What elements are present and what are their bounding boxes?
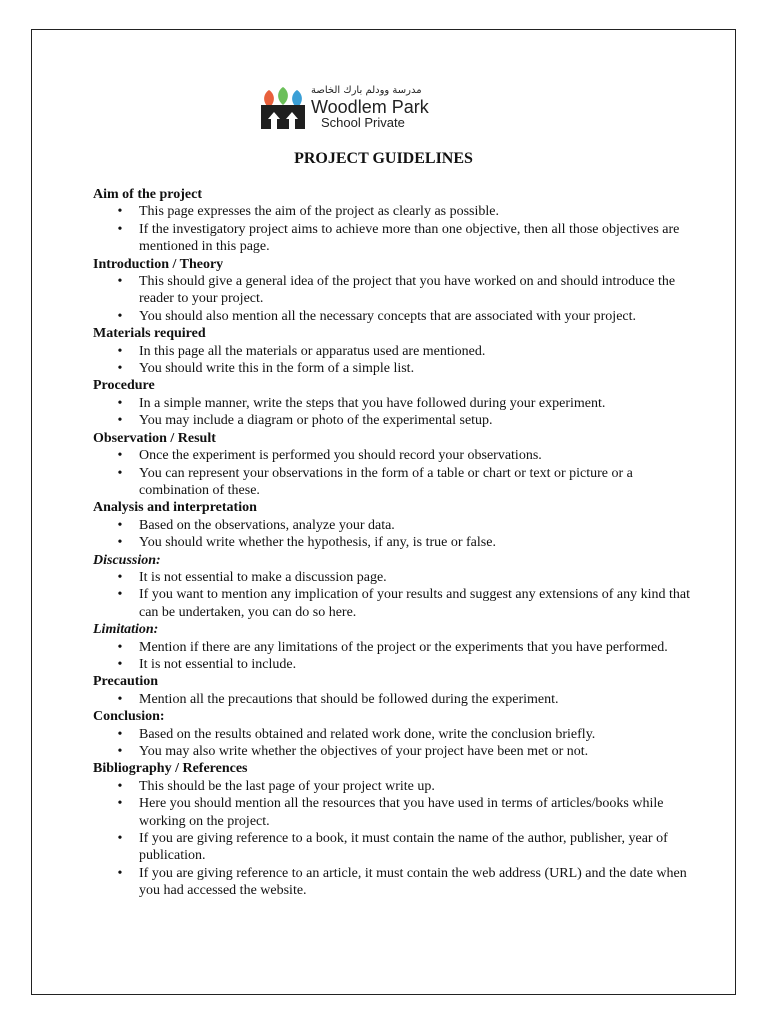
school-logo [259, 85, 444, 131]
list-item-text: You should write whether the hypothesis, if any, is true or false. [139, 535, 496, 551]
section-heading: Aim of the project [93, 187, 202, 202]
logo-arabic-text: مدرسة وودلم بارك الخاصة [311, 85, 422, 96]
bullet-icon: • [117, 517, 123, 533]
document-page [31, 29, 736, 995]
list-item [93, 203, 693, 220]
section-heading: Limitation: [93, 622, 159, 638]
section-heading: Discussion: [93, 552, 161, 568]
list-item-text: If you are giving reference to a book, it must contain the name of the author, publisher, year of publication. [139, 831, 668, 864]
list-item [93, 691, 693, 708]
list-item [93, 830, 693, 865]
bullet-list [93, 395, 693, 430]
bullet-icon: • [117, 831, 123, 847]
list-item-text: This page expresses the aim of the project as clearly as possible. [139, 204, 499, 220]
bullet-list [93, 203, 693, 255]
list-item-text: You should also mention all the necessary concepts that are associated with your project. [139, 308, 637, 324]
bullet-icon: • [117, 865, 123, 881]
list-item-text: Once the experiment is performed you should record your observations. [139, 448, 542, 464]
bullet-icon: • [117, 691, 123, 707]
list-item [93, 517, 693, 534]
bullet-icon: • [117, 465, 123, 481]
bullet-list [93, 691, 693, 708]
bullet-list [93, 517, 693, 552]
bullet-icon: • [117, 639, 123, 655]
list-item [93, 656, 693, 673]
bullet-icon: • [117, 587, 123, 603]
list-item [93, 447, 693, 464]
bullet-list [93, 569, 693, 621]
page-title: PROJECT GUIDELINES [294, 150, 473, 167]
section-heading: Introduction / Theory [93, 256, 224, 272]
section-heading: Procedure [93, 378, 155, 394]
bullet-icon: • [117, 656, 123, 672]
bullet-icon: • [117, 343, 123, 359]
bullet-list [93, 726, 693, 761]
guidelines-content [93, 186, 693, 900]
list-item-text: Mention all the precautions that should be followed during the experiment. [139, 691, 559, 707]
list-item [93, 273, 693, 308]
school-logo-icon [259, 85, 307, 131]
bullet-icon: • [117, 361, 123, 377]
bullet-list [93, 447, 693, 499]
list-item [93, 395, 693, 412]
list-item [93, 465, 693, 500]
list-item [93, 726, 693, 743]
list-item [93, 743, 693, 760]
bullet-icon: • [117, 274, 123, 290]
list-item-text: This should give a general idea of the project that you have worked on and should introduce the reader to your project. [139, 274, 676, 307]
list-item-text: Based on the observations, analyze your data. [139, 517, 395, 533]
list-item [93, 360, 693, 377]
list-item [93, 412, 693, 429]
bullet-icon: • [117, 744, 123, 759]
section-heading: Analysis and interpretation [93, 500, 257, 516]
list-item-text: You may also write whether the objectives of your project have been met or not. [139, 744, 589, 759]
list-item-text: This should be the last page of your project write up. [139, 778, 435, 794]
logo-school-subtitle: School Private [321, 115, 405, 130]
section-heading: Bibliography / References [93, 761, 248, 777]
bullet-list [93, 273, 693, 325]
bullet-icon: • [117, 413, 123, 429]
section-heading: Materials required [93, 326, 206, 342]
list-item-text: Based on the results obtained and related work done, write the conclusion briefly. [139, 726, 596, 742]
list-item-text: You may include a diagram or photo of the experimental setup. [139, 413, 493, 429]
section-heading: Precaution [93, 674, 159, 690]
list-item [93, 639, 693, 656]
section-heading: Observation / Result [93, 430, 216, 446]
list-item-text: Here you should mention all the resources that you have used in terms of articles/books while working on the project. [139, 796, 664, 829]
bullet-icon: • [117, 204, 123, 220]
bullet-icon: • [117, 726, 123, 742]
list-item-text: If you are giving reference to an article, it must contain the web address (URL) and the date when you had accessed the website. [139, 865, 687, 899]
list-item [93, 534, 693, 551]
bullet-icon: • [117, 395, 123, 411]
list-item [93, 569, 693, 586]
bullet-list [93, 343, 693, 378]
list-item-text: It is not essential to make a discussion page. [139, 569, 387, 585]
list-item-text: If the investigatory project aims to achieve more than one objective, then all those objectives are mentioned in this page. [139, 221, 680, 255]
logo-school-name: Woodlem Park [311, 97, 429, 117]
bullet-icon: • [117, 448, 123, 464]
bullet-list [93, 639, 693, 674]
list-item-text: In this page all the materials or apparatus used are mentioned. [139, 343, 486, 359]
bullet-icon: • [117, 778, 123, 794]
bullet-icon: • [117, 221, 123, 237]
list-item-text: You can represent your observations in the form of a table or chart or text or picture or a combination of these. [139, 465, 633, 498]
list-item-text: It is not essential to include. [139, 656, 297, 672]
list-item-text: If you want to mention any implication of your results and suggest any extensions of any kind that can be undertaken, you can do so here. [139, 587, 690, 620]
section-heading: Conclusion: [93, 709, 165, 725]
list-item-text: You should write this in the form of a simple list. [139, 361, 415, 377]
list-item [93, 795, 693, 830]
bullet-icon: • [117, 796, 123, 812]
list-item [93, 865, 693, 900]
bullet-list [93, 778, 693, 900]
bullet-icon: • [117, 308, 123, 324]
list-item [93, 778, 693, 795]
list-item [93, 586, 693, 621]
list-item-text: In a simple manner, write the steps that you have followed during your experiment. [139, 395, 606, 411]
list-item [93, 343, 693, 360]
list-item [93, 221, 693, 256]
bullet-icon: • [117, 535, 123, 551]
list-item-text: Mention if there are any limitations of the project or the experiments that you have performed. [139, 639, 668, 655]
bullet-icon: • [117, 569, 123, 585]
list-item [93, 308, 693, 325]
